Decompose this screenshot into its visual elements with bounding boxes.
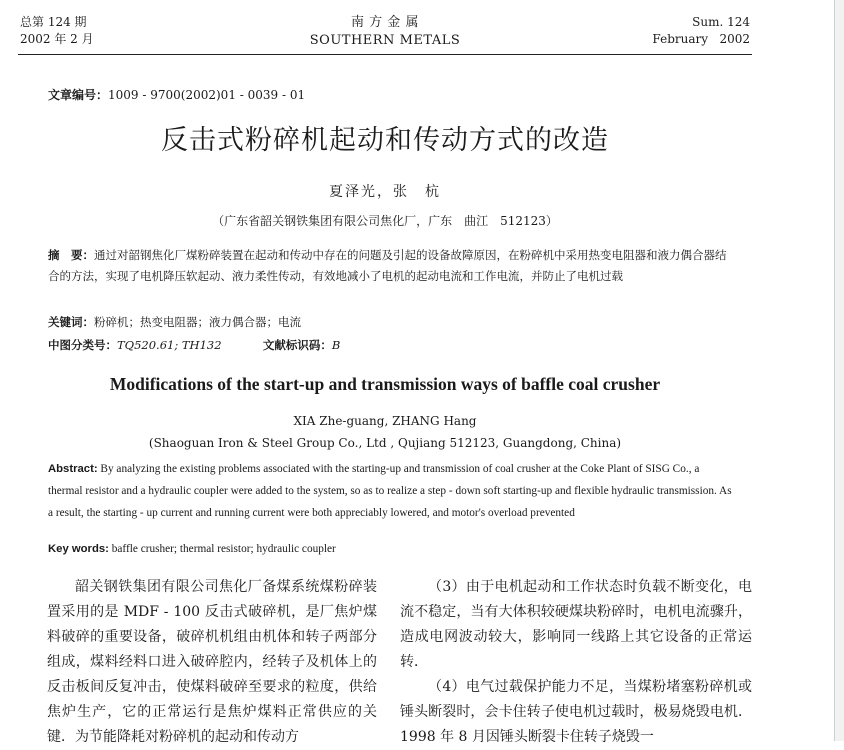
article-number-value: 1009 - 9700(2002)01 - 0039 - 01 (108, 88, 306, 102)
keywords-cn-text: 粉碎机；热变电阻器；液力偶合器；电流 (94, 315, 301, 329)
issue-date-en: February 2002 (652, 32, 750, 46)
journal-name-en: SOUTHERN METALS (309, 33, 461, 48)
issue-info-en (652, 14, 750, 48)
classification-cn (48, 337, 340, 353)
abstract-en-label: Abstract: (48, 463, 98, 475)
keywords-en (48, 543, 336, 555)
body-paragraph: （4）电气过载保护能力不足，当煤粉堵塞粉碎机或锤头断裂时，会卡住转子使电机过载时，极易烧毁电机．1998 年 8 月因锤头断裂卡住转子烧毁一 (400, 679, 752, 745)
sum-number: Sum. 124 (692, 15, 750, 29)
journal-name-cn: 南 方 金 属 (351, 15, 419, 30)
clc-label: 中图分类号： (48, 338, 117, 352)
keywords-cn-label: 关键词： (48, 315, 94, 329)
doc-code-value: B (331, 338, 341, 352)
doc-code-label: 文献标识码： (262, 338, 332, 352)
keywords-cn (48, 314, 301, 330)
abstract-en (48, 458, 732, 524)
body-paragraph: 韶关钢铁集团有限公司焦化厂备煤系统煤粉碎装置采用的是 MDF - 100 反击式破碎机，是厂焦炉煤料破碎的重要设备，破碎机机组由机体和转子两部分组成，煤料经料口进入破碎腔内，经转子及机体上的反击板间反复冲击，使煤料破碎至要求的粒度，供给焦炉生产，它的正常运行是焦炉煤料正常供应的关键．为节能降耗对粉碎机的起动和传动方 (47, 579, 377, 745)
affiliation-en: (Shaoguan Iron & Steel Group Co., Ltd , Qujiang 512123, Guangdong, China) (148, 436, 622, 450)
header-divider (18, 54, 752, 55)
issue-info (20, 14, 94, 48)
abstract-cn-label: 摘 要： (48, 248, 94, 262)
body-column-right (400, 575, 752, 750)
authors-en: XIA Zhe-guang, ZHANG Hang (293, 414, 477, 428)
body-column-left (47, 575, 377, 750)
keywords-en-label: Key words: (48, 543, 109, 555)
page-edge (834, 0, 844, 741)
abstract-cn (48, 245, 728, 287)
clc-value: TQ520.61; TH132 (117, 338, 222, 352)
abstract-cn-text: 通过对韶钢焦化厂煤粉碎装置在起动和传动中存在的问题及引起的设备故障原因，在粉碎机中采用热变电阻器和液力偶合器结合的方法，实现了电机降压软起动、液力柔性传动，有效地减小了电机的起动电流和工作电流，并防止了电机过载 (48, 248, 727, 283)
abstract-en-text: By analyzing the existing problems associated with the starting-up and transmission of coal crusher at the Coke Plant of SISG Co., a thermal resistor and a hydraulic coupler were added to the system, so as to realize a step - down soft starting-up and flexible hydraulic transmission. As a result, the starting - up current and running current were both appreciably lowered, and motor's overload prevented (48, 463, 732, 519)
title-en: Modifications of the start-up and transmission ways of baffle coal crusher (109, 374, 661, 394)
issue-number: 总第 124 期 (20, 15, 87, 29)
article-number-label: 文章编号： (48, 88, 109, 102)
article-number (48, 86, 305, 103)
affiliation-cn: （广东省韶关钢铁集团有限公司焦化厂，广东 曲江 512123） (212, 214, 558, 228)
keywords-en-text: baffle crusher; thermal resistor; hydraulic coupler (108, 543, 336, 555)
issue-date: 2002 年 2 月 (20, 32, 94, 46)
title-cn: 反击式粉碎机起动和传动方式的改造 (161, 125, 609, 156)
journal-name (300, 14, 470, 50)
authors-cn: 夏泽光，张 杭 (329, 184, 441, 200)
body-paragraph: （3）由于电机起动和工作状态时负载不断变化，电流不稳定，当有大体积较硬煤块粉碎时，电机电流骤升，造成电网波动较大，影响同一线路上其它设备的正常运转． (400, 579, 752, 670)
